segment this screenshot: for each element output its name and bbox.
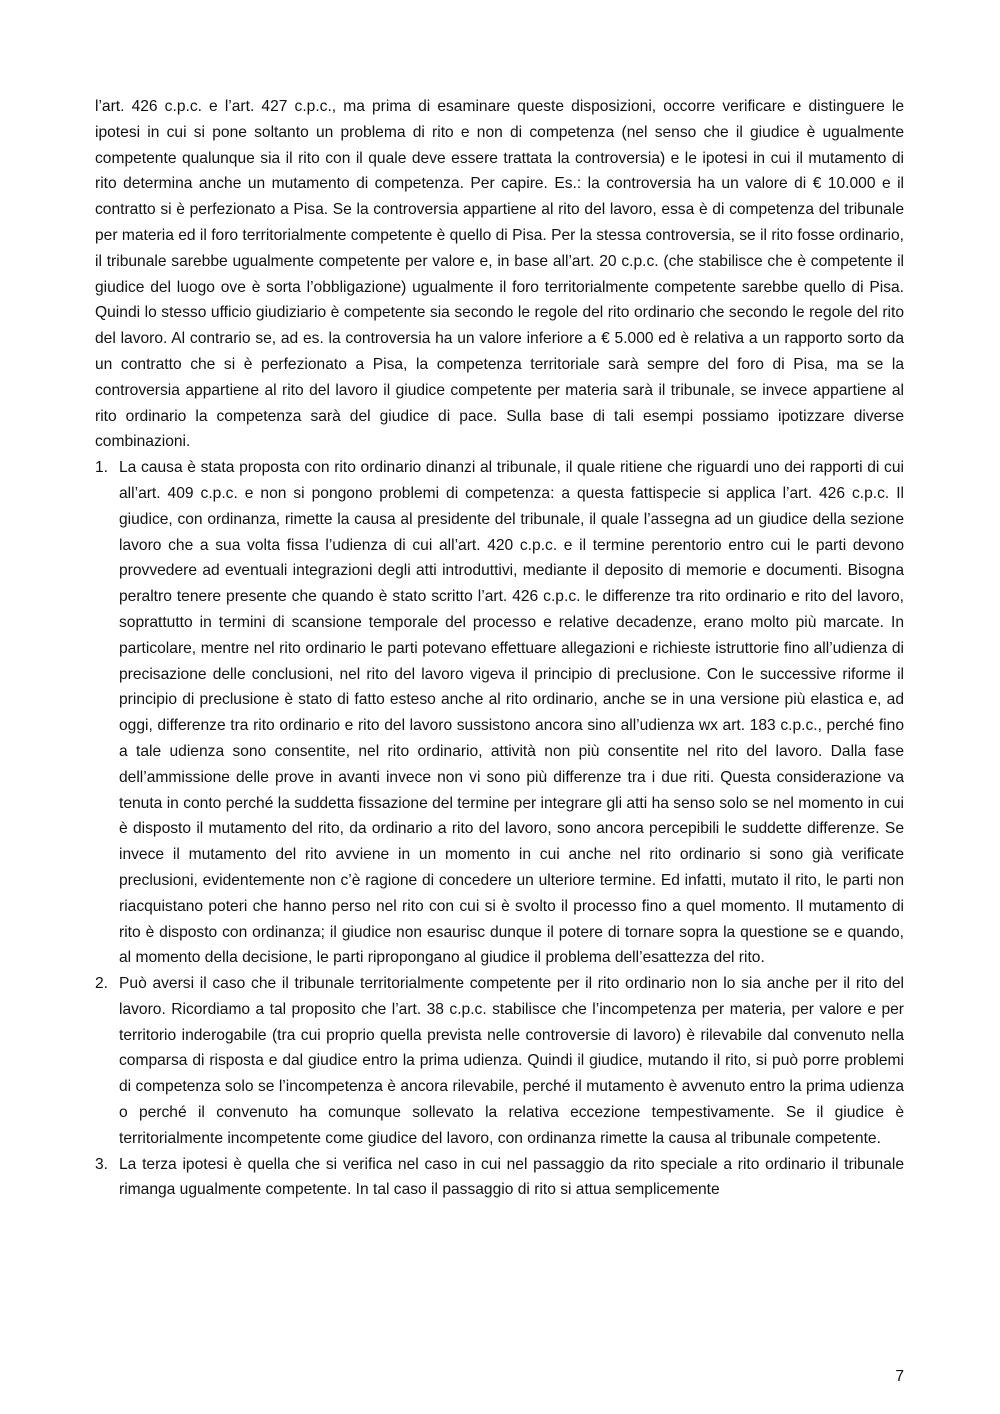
- hypotheses-list: [95, 455, 904, 1203]
- list-item-number: 3.: [95, 1155, 109, 1173]
- list-item-number: 2.: [95, 975, 109, 993]
- page-number: 7: [895, 1368, 904, 1385]
- document-page: [95, 94, 904, 1203]
- list-item-number: 1.: [95, 459, 109, 477]
- list-item: [95, 1152, 904, 1204]
- list-item: [95, 971, 904, 1152]
- list-item-text: La causa è stata proposta con rito ordinario dinanzi al tribunale, il quale ritiene che riguardi uno dei rapporti di cui all’art. 409 c.p.c. e non si pongono problemi di competenza: a questa fattispecie si applica l’art. 426 c.p.c. Il giudice, con ordinanza, rimette la causa al presidente del tribunale, il quale l’assegna ad un giudice della sezione lavoro che a sua volta fissa l’udienza di cui all’art. 420 c.p.c. e il termine perentorio entro cui le parti devono provvedere ad eventuali integrazioni degli atti introduttivi, mediante il deposito di memorie e documenti. Bisogna peraltro tenere presente che quando è stato scritto l’art. 426 c.p.c. le differenze tra rito ordinario e rito del lavoro, soprattutto in termini di scansione temporale del processo e relative decadenze, erano molto più marcate. In particolare, mentre nel rito ordinario le parti potevano effettuare allegazioni e richieste istruttorie fino all’udienza di precisazione delle conclusioni, nel rito del lavoro vigeva il principio di preclusione. Con le successive riforme il principio di preclusione è stato di fatto esteso anche al rito ordinario, anche se in una versione più elastica e, ad oggi, differenze tra rito ordinario e rito del lavoro sussistono ancora sino all’udienza wx art. 183 c.p.c., perché fino a tale udienza sono consentite, nel rito ordinario, attività non più consentite nel rito del lavoro. Dalla fase dell’ammissione delle prove in avanti invece non vi sono più differenze tra i due riti. Questa considerazione va tenuta in conto perché la suddetta fissazione del termine per integrare gli atti ha senso solo se nel momento in cui è disposto il mutamento del rito, da ordinario a rito del lavoro, sono ancora percepibili le suddette differenze. Se invece il mutamento del rito avviene in un momento in cui anche nel rito ordinario si sono già verificate preclusioni, evidentemente non c’è ragione di concedere un ulteriore termine. Ed infatti, mutato il rito, le parti non riacquistano poteri che hanno perso nel rito con cui si è svolto il processo fino a quel momento. Il mutamento di rito è disposto con ordinanza; il giudice non esaurisc dunque il potere di tornare sopra la questione se e quando, al momento della decisione, le parti ripropongano al giudice il problema dell’esattezza del rito.: [119, 459, 904, 967]
- list-item-text: La terza ipotesi è quella che si verifica nel caso in cui nel passaggio da rito speciale a rito ordinario il tribunale rimanga ugualmente competente. In tal caso il passaggio di rito si attua semplicemente: [119, 1155, 904, 1199]
- list-item-text: Può aversi il caso che il tribunale territorialmente competente per il rito ordinario non lo sia anche per il rito del lavoro. Ricordiamo a tal proposito che l’art. 38 c.p.c. stabilisce che l’incompetenza per materia, per valore e per territorio inderogabile (tra cui proprio quella prevista nelle controversie di lavoro) è rilevabile dal convenuto nella comparsa di risposta e dal giudice entro la prima udienza. Quindi il giudice, mutando il rito, si può porre problemi di competenza solo se l’incompetenza è ancora rilevabile, perché il mutamento è avvenuto entro la prima udienza o perché il convenuto ha comunque sollevato la relativa eccezione tempestivamente. Se il giudice è territorialmente incompetente come giudice del lavoro, con ordinanza rimette la causa al tribunale competente.: [119, 975, 904, 1147]
- intro-paragraph: l’art. 426 c.p.c. e l’art. 427 c.p.c., ma prima di esaminare queste disposizioni, occorre verificare e distinguere le ipotesi in cui si pone soltanto un problema di rito e non di competenza (nel senso che il giudice è ugualmente competente qualunque sia il rito con il quale deve essere trattata la controversia) e le ipotesi in cui il mutamento di rito determina anche un mutamento di competenza. Per capire. Es.: la controversia ha un valore di € 10.000 e il contratto si è perfezionato a Pisa. Se la controversia appartiene al rito del lavoro, essa è di competenza del tribunale per materia ed il foro territorialmente competente è quello di Pisa. Per la stessa controversia, se il rito fosse ordinario, il tribunale sarebbe ugualmente competente per valore e, in base all’art. 20 c.p.c. (che stabilisce che è competente il giudice del luogo ove è sorta l’obbligazione) ugualmente il foro territorialmente competente sarebbe quello di Pisa. Quindi lo stesso ufficio giudiziario è competente sia secondo le regole del rito ordinario che secondo le regole del rito del lavoro. Al contrario se, ad es. la controversia ha un valore inferiore a € 5.000 ed è relativa a un rapporto sorto da un contratto che si è perfezionato a Pisa, la competenza territoriale sarà sempre del foro di Pisa, ma se la controversia appartiene al rito del lavoro il giudice competente per materia sarà il tribunale, se invece appartiene al rito ordinario la competenza sarà del giudice di pace. Sulla base di tali esempi possiamo ipotizzare diverse combinazioni.: [95, 98, 904, 451]
- list-item: [95, 455, 904, 971]
